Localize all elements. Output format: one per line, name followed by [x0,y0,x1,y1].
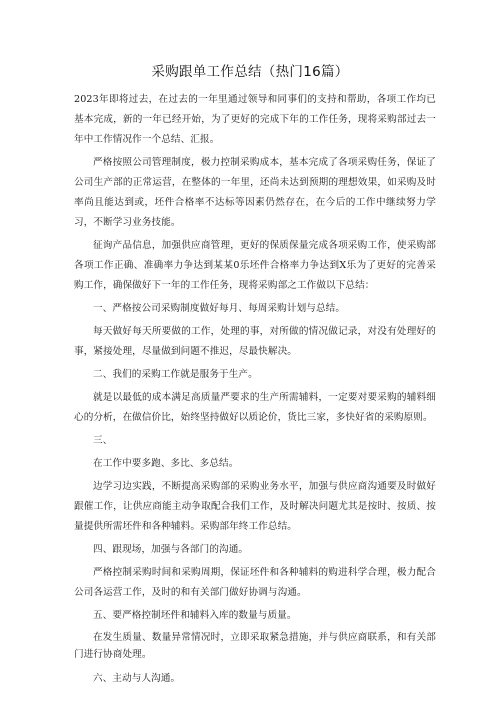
section-heading-5: 五、要严格控制坯件和辅料入库的数量与质量。 [93,610,297,621]
paragraph-run-compare: 在工作中要多跑、多比、多总结。 [93,458,239,469]
paragraph-exceptions: 在发生质量、数量异常情况时，立即采取紧急措施，并与供应商联系，和有关部门进行协商处理。 [74,632,436,660]
document-title: 采购跟单工作总结（热门16篇） [151,64,349,80]
paragraph-intro: 2023年即将过去，在过去的一年里通过领导和同事们的支持和帮助，各项工作均已基本完成，新的一年已经开始，为了更好的完成下年的工作任务，现将采购部过去一年中工作情况作一个总结、汇报。 [74,94,436,145]
paragraph-learn-practice: 边学习边实践，不断提高采购部的采购业务水平，加强与供应商沟通要及时做好跟催工作，让供应商能主动争取配合我们工作，及时解决问题尤其是按时、按质、按量提供所需坯件和各种辅料。采购部年终工作总结。 [74,481,436,532]
section-heading-4: 四、跟现场，加强与各部门的沟通。 [93,544,249,555]
paragraph-supplier-management: 征询产品信息，加强供应商管理，更好的保质保量完成各项采购工作，使采购部各项工作正确、准确率力争达到某某0乐坯件合格率力争达到X乐为了更好的完善采购工作，确保做好下一年的工作任务，现将采购部之工作做以下总结： [74,240,436,291]
section-heading-6: 六、主动与人沟通。 [93,673,181,684]
section-heading-3: 三、 [93,435,113,446]
section-heading-1: 一、严格按公司采购制度做好每月、每周采购计划与总结。 [93,303,346,314]
paragraph-daily-work: 每天做好每天所要做的工作，处理的事，对所做的情况做记录，对没有处理好的事，紧接处理，尽量做到问题不推迟，尽最快解决。 [74,326,436,357]
paragraph-cost-quality: 就是以最低的成本满足高质量严要求的生产所需辅料，一定要对要采购的辅料细心的分析，在做信价比，始终坚持做好以质论价，货比三家，多快好省的采购原则。 [74,392,436,423]
document-body [74,90,436,692]
paragraph-cost-control: 严格按照公司管理制度，极力控制采购成本，基本完成了各项采购任务，保证了公司生产部的正常运营，在整体的一年里，还尚未达到预期的理想效果，如采购及时率尚且能达到或，坯件合格率不达标等因素仍然存在，在今后的工作中继续努力学习，不断学习业务技能。 [74,157,436,228]
section-heading-2: 二、我们的采购工作就是服务于生产。 [93,369,258,380]
paragraph-purchase-cycle: 严格控制采购时间和采购周期，保证坯件和各种辅料的购进科学合理，极力配合公司各运营工作，及时的和有关部门做好协调与沟通。 [74,567,436,598]
